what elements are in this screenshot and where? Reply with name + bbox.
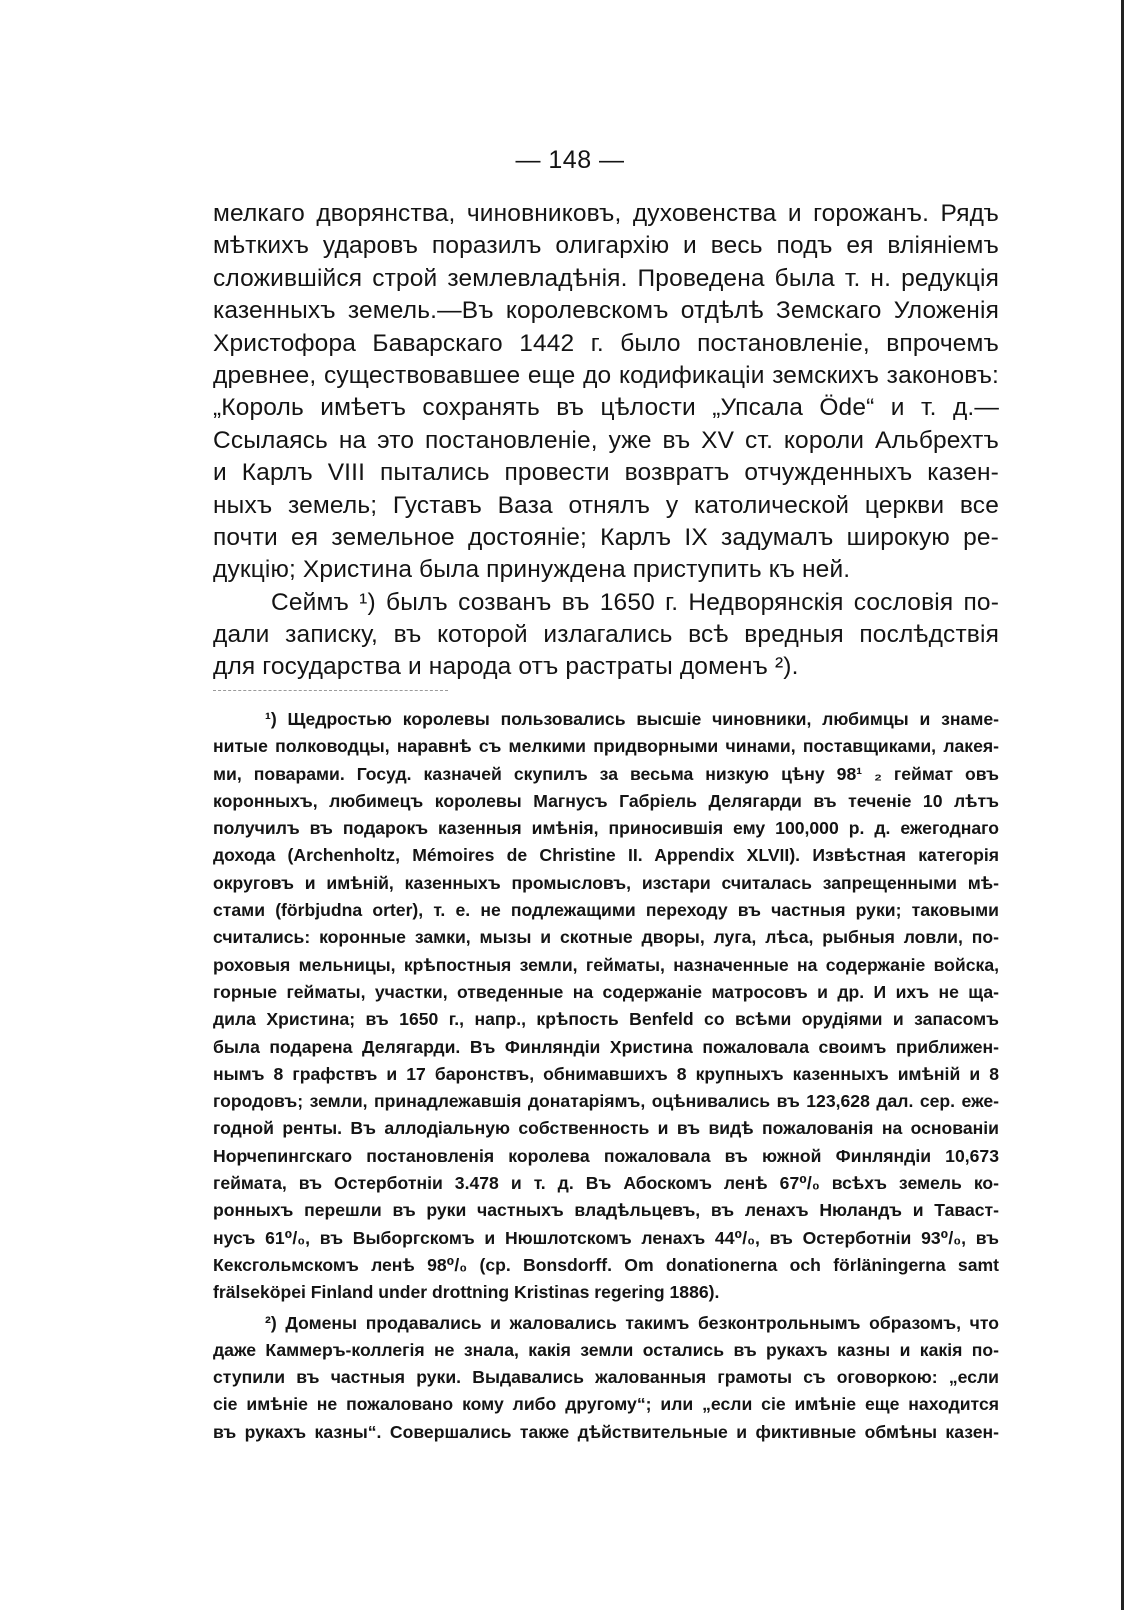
footnote-separator	[213, 690, 448, 691]
footnote-2-line: ²) Домены продавались и жаловались такимъ безконтрольнымъ образомъ, что	[265, 1312, 999, 1333]
footnote-2-line: даже Каммеръ-коллегія не знала, какія земли остались въ рукахъ казны и какія по-	[213, 1339, 999, 1360]
text-line: древнее, существовавшее еще до кодификаціи земскихъ законовъ:	[213, 361, 999, 389]
footnote-1-line: была подарена Делягарди. Въ Финляндіи Христина пожаловала своимъ приближен-	[213, 1036, 999, 1057]
text-line: казенныхъ земель.—Въ королевскомъ отдѣлѣ Земскаго Уложенія	[213, 297, 999, 325]
footnote-1-line: нитые полководцы, наравнѣ съ мелкими придворными чинами, поставщиками, лакея-	[213, 736, 999, 757]
page-edge-line	[1121, 0, 1124, 1610]
footnote-1-line: ронныхъ перешли въ руки частныхъ владѣльцевъ, въ ленахъ Нюландъ и Таваст-	[213, 1200, 999, 1221]
footnote-1-line: Норчепингскаго постановленія королева пожаловала въ южной Финляндіи 10,673	[213, 1145, 999, 1166]
text-line: и Карлъ VIII пытались провести возвратъ отчужденныхъ казен-	[213, 459, 999, 487]
footnote-1-line: годной ренты. Въ аллодіальную собственность и въ видѣ пожалованія на основаніи	[213, 1118, 999, 1139]
text-line: Христофора Баварскаго 1442 г. было постановленіе, впрочемъ	[213, 329, 999, 357]
text-line: почти ея земельное достояніе; Карлъ IX задумалъ широкую ре-	[213, 523, 999, 551]
footnote-1-line: округовъ и имѣній, казенныхъ промысловъ, изстари считалась запрещенными мѣ-	[213, 872, 999, 893]
text-line: ныхъ земель; Густавъ Ваза отнялъ у католической церкви все	[213, 491, 999, 519]
footnote-1-line: нусъ 61⁰/₀, въ Выборгскомъ и Нюшлотскомъ ленахъ 44⁰/₀, въ Остерботніи 93⁰/₀, въ	[213, 1227, 999, 1248]
footnote-2-line: сіе имѣніе не пожаловано кому либо другому“; или „если сіе имѣніе еще находится	[213, 1394, 999, 1415]
footnote-1-line: ¹) Щедростью королевы пользовались высшіе чиновники, любимцы и знаме-	[265, 709, 999, 729]
text-line: мѣткихъ ударовъ поразилъ олигархію и весь подъ ея вліяніемъ	[213, 232, 999, 260]
text-line: сложившійся строй землевладѣнія. Проведена была т. н. редукція	[213, 264, 999, 292]
footnote-1-line: дохода (Archenholtz, Mémoires de Christine II. Appendix XLVII). Извѣстная категорія	[213, 845, 999, 866]
text-line: мелкаго дворянства, чиновниковъ, духовенства и горожанъ. Рядъ	[213, 200, 999, 227]
footnote-1-line: frälseköpei Finland under drottning Kristinas regering 1886).	[213, 1282, 720, 1303]
footnote-1-line: дила Христина; въ 1650 г., напр., крѣпость Benfeld со всѣми орудіями и запасомъ	[213, 1009, 999, 1030]
footnote-2-line: ступили въ частныя руки. Выдавались жалованныя грамоты съ оговоркою: „если	[213, 1367, 999, 1388]
footnote-1-line: коронныхъ, любимецъ королевы Магнусъ Габріель Делягарди въ теченіе 10 лѣтъ	[213, 790, 999, 811]
footnote-2-line: въ рукахъ казны“. Совершались также дѣйствительные и фиктивные обмѣны казен-	[213, 1421, 999, 1442]
footnote-1-line: ми, поварами. Госуд. казначей скупилъ за весьма низкую цѣну 98¹ ₂ геймат овъ	[213, 763, 999, 784]
text-line: дали записку, въ которой излагались всѣ вредныя послѣдствія	[213, 621, 999, 649]
footnote-1-line: нымъ 8 графствъ и 17 баронствъ, обнимавшихъ 8 крупныхъ казенныхъ имѣній и 8	[213, 1063, 999, 1084]
main-text	[213, 198, 999, 684]
footnote-1-line: стами (förbjudna orter), т. е. не подлежащими переходу въ частныя руки; таковыми	[213, 900, 999, 921]
footnote-1-line: Кексгольмскомъ ленѣ 98⁰/₀ (ср. Bonsdorff. Om donationerna och förläningerna samt	[213, 1254, 999, 1275]
footnote-1-line: городовъ; земли, принадлежавшія донатаріямъ, оцѣнивались въ 123,628 дал. сер. еже-	[213, 1091, 999, 1112]
footnote-1-line: горные гейматы, участки, отведенные на содержаніе матросовъ и др. И ихъ не ща-	[213, 981, 999, 1002]
text-line: дукцію; Христина была принуждена приступить къ ней.	[213, 556, 851, 584]
page-number: — 148 —	[515, 146, 625, 174]
footnote-1-line: получилъ въ подарокъ казенныя имѣнія, приносившія ему 100,000 р. д. ежегоднаго	[213, 818, 999, 839]
text-line: Сеймъ ¹) былъ созванъ въ 1650 г. Недворянскія сословія по-	[271, 588, 999, 616]
footnote-1-line: роховыя мельницы, крѣпостныя земли, гейматы, назначенные на содержаніе войска,	[213, 954, 999, 975]
text-line: Ссылаясь на это постановленіе, уже въ XV ст. короли Альбрехтъ	[213, 426, 999, 454]
footnotes	[213, 706, 999, 1446]
footnote-1-line: гейматa, въ Остерботніи 3.478 и т. д. Въ Абоскомъ ленѣ 67⁰/₀ всѣхъ земель ко-	[213, 1173, 999, 1194]
text-line: „Король имѣетъ сохранять въ цѣлости „Упсала Öde“ и т. д.—	[213, 394, 999, 422]
footnote-1-line: считались: коронные замки, мызы и скотные дворы, луга, лѣса, рыбныя ловли, по-	[213, 927, 999, 948]
text-line: для государства и народа отъ растраты доменъ ²).	[213, 653, 799, 681]
